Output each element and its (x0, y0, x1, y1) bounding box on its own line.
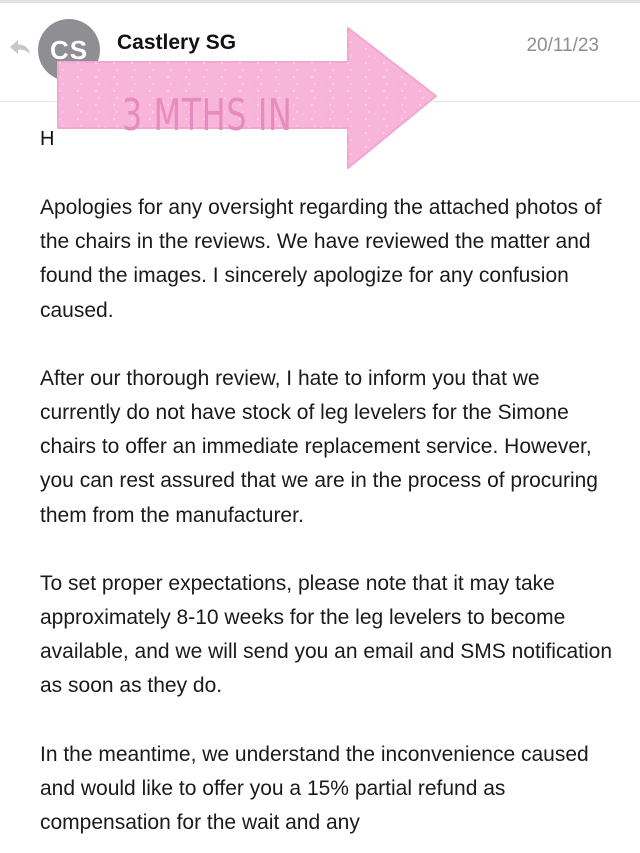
greeting-text: H (40, 128, 55, 148)
body-paragraph-3: To set proper expectations, please note that it may take approximately 8-10 weeks for the leg levelers to become available, and we will send you an email and SMS notification as soon as they do. (40, 571, 612, 698)
email-date: 20/11/23 (526, 35, 599, 56)
body-paragraph-4: In the meantime, we understand the inconvenience caused and would like to offer you a 15% partial refund as compensation for the wait and any (40, 742, 589, 835)
reply-icon[interactable] (8, 37, 32, 57)
sender-name[interactable]: Castlery SG (117, 31, 237, 54)
arrow-sticker (48, 26, 440, 172)
email-body (40, 191, 615, 853)
body-paragraph-2: After our thorough review, I hate to inform you that we currently do not have stock of leg levelers for the Simone chairs to offer an immediate replacement service. However, you can rest assured that we are in the process of procuring them from the manufacturer. (40, 366, 598, 527)
avatar[interactable]: CS (38, 19, 100, 81)
body-paragraph-1: Apologies for any oversight regarding the attached photos of the chairs in the reviews. We have reviewed the matter and found the images. I sincerely apologize for any confusion caused. (40, 196, 602, 322)
sticker-text: 3 MTHS IN (122, 90, 293, 141)
